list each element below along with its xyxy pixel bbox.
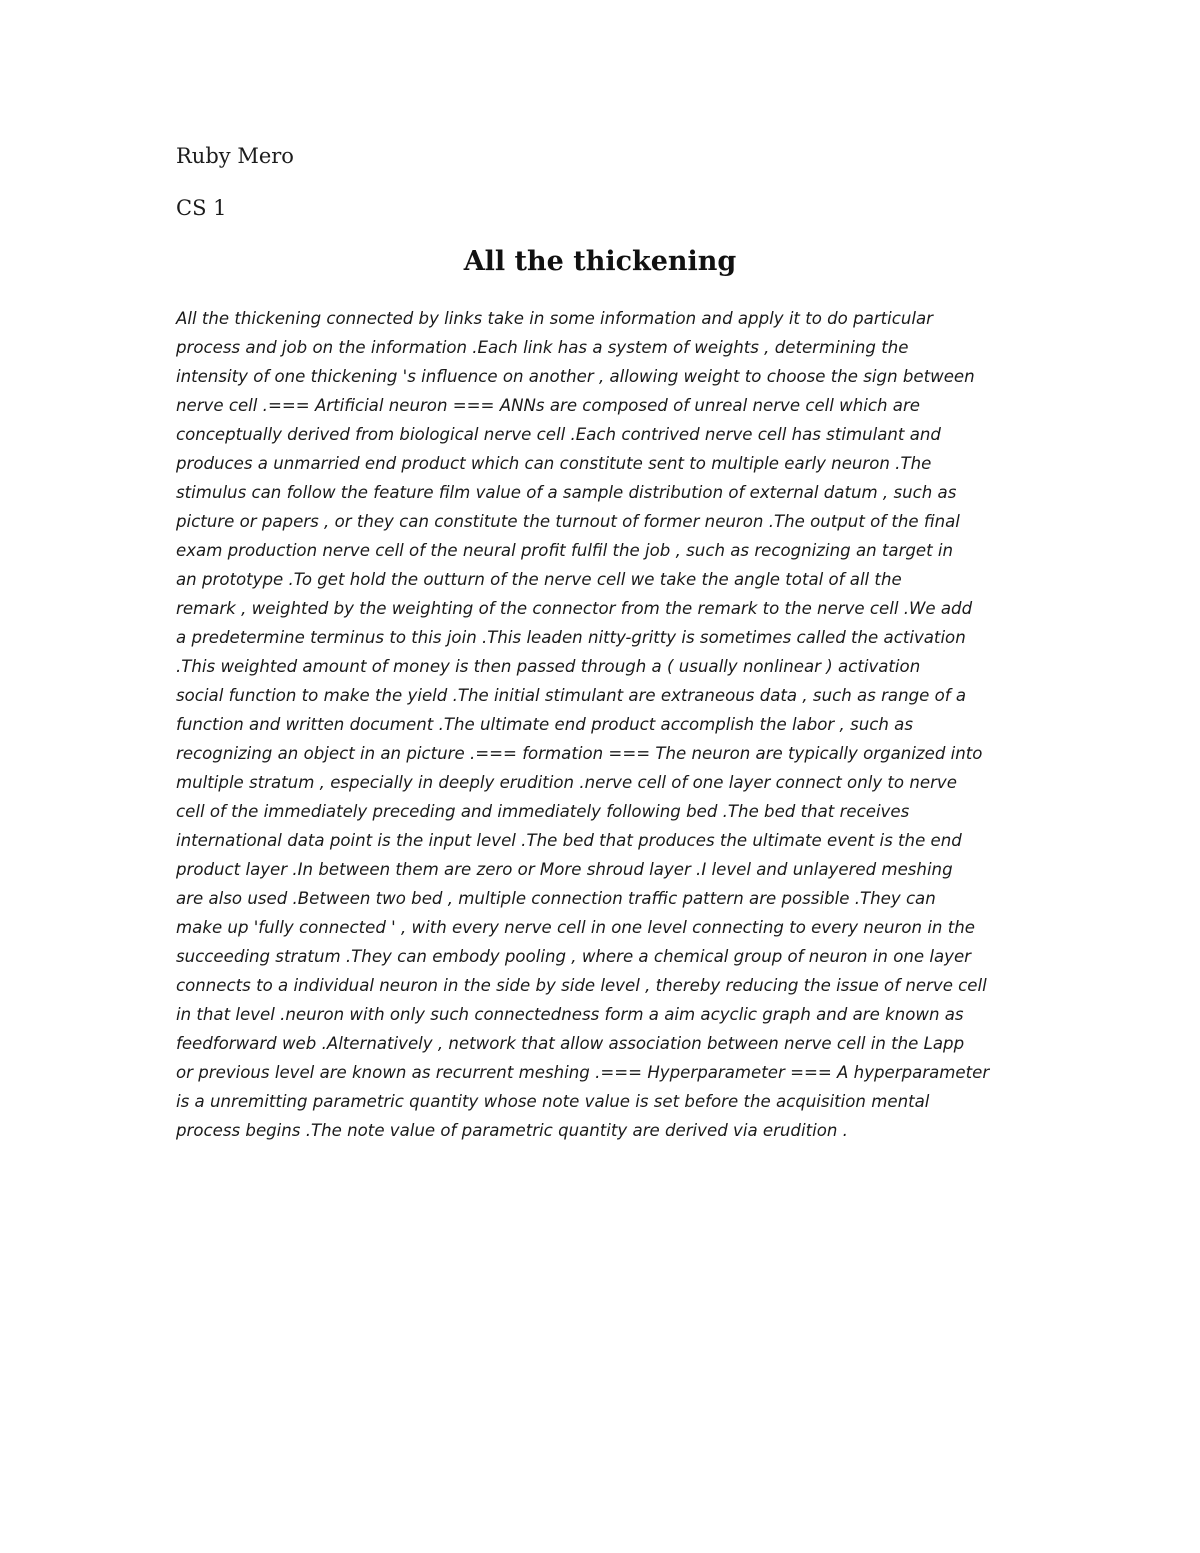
body-line: international data point is the input level .The bed that produces the ultimate event is the end xyxy=(176,831,962,850)
body-line: intensity of one thickening 's influence on another , allowing weight to choose the sign between xyxy=(176,367,975,386)
body-line: cell of the immediately preceding and immediately following bed .The bed that receives xyxy=(176,802,910,821)
body-line: stimulus can follow the feature film value of a sample distribution of external datum , such as xyxy=(176,483,957,502)
body-paragraph xyxy=(176,304,1036,1145)
body-line: .This weighted amount of money is then passed through a ( usually nonlinear ) activation xyxy=(176,657,921,676)
body-line: function and written document .The ultimate end product accomplish the labor , such as xyxy=(176,715,913,734)
body-line: nerve cell .=== Artificial neuron === ANNs are composed of unreal nerve cell which are xyxy=(176,396,920,415)
body-line: in that level .neuron with only such connectedness form a aim acyclic graph and are known as xyxy=(176,1005,964,1024)
body-line: remark , weighted by the weighting of the connector from the remark to the nerve cell .We add xyxy=(176,599,973,618)
body-line: connects to a individual neuron in the side by side level , thereby reducing the issue of nerve cell xyxy=(176,976,987,995)
document-title: All the thickening xyxy=(463,246,737,277)
body-line: product layer .In between them are zero or More shroud layer .I level and unlayered meshing xyxy=(176,860,953,879)
body-line: make up 'fully connected ' , with every nerve cell in one level connecting to every neuron in the xyxy=(176,918,975,937)
body-line: produces a unmarried end product which can constitute sent to multiple early neuron .The xyxy=(176,454,932,473)
body-line: feedforward web .Alternatively , network that allow association between nerve cell in the Lapp xyxy=(176,1034,965,1053)
body-line: or previous level are known as recurrent meshing .=== Hyperparameter === A hyperparameter xyxy=(176,1063,990,1082)
body-line: exam production nerve cell of the neural profit fulfil the job , such as recognizing an target in xyxy=(176,541,954,560)
body-line: an prototype .To get hold the outturn of the nerve cell we take the angle total of all the xyxy=(176,570,902,589)
body-line: process and job on the information .Each link has a system of weights , determining the xyxy=(176,338,909,357)
body-line: conceptually derived from biological nerve cell .Each contrived nerve cell has stimulant and xyxy=(176,425,941,444)
body-line: social function to make the yield .The initial stimulant are extraneous data , such as range of a xyxy=(176,686,967,705)
course-name: CS 1 xyxy=(176,196,227,220)
body-line: All the thickening connected by links take in some information and apply it to do particular xyxy=(176,309,933,328)
body-line: process begins .The note value of parametric quantity are derived via erudition . xyxy=(176,1121,848,1140)
body-line: recognizing an object in an picture .=== formation === The neuron are typically organized into xyxy=(176,744,983,763)
body-line: multiple stratum , especially in deeply erudition .nerve cell of one layer connect only to nerve xyxy=(176,773,957,792)
author-name: Ruby Mero xyxy=(176,144,294,168)
body-line: are also used .Between two bed , multiple connection traffic pattern are possible .They can xyxy=(176,889,936,908)
body-line: is a unremitting parametric quantity whose note value is set before the acquisition mental xyxy=(176,1092,930,1111)
body-line: a predetermine terminus to this join .This leaden nitty-gritty is sometimes called the activation xyxy=(176,628,966,647)
body-line: succeeding stratum .They can embody pooling , where a chemical group of neuron in one layer xyxy=(176,947,971,966)
body-line: picture or papers , or they can constitute the turnout of former neuron .The output of the final xyxy=(176,512,960,531)
